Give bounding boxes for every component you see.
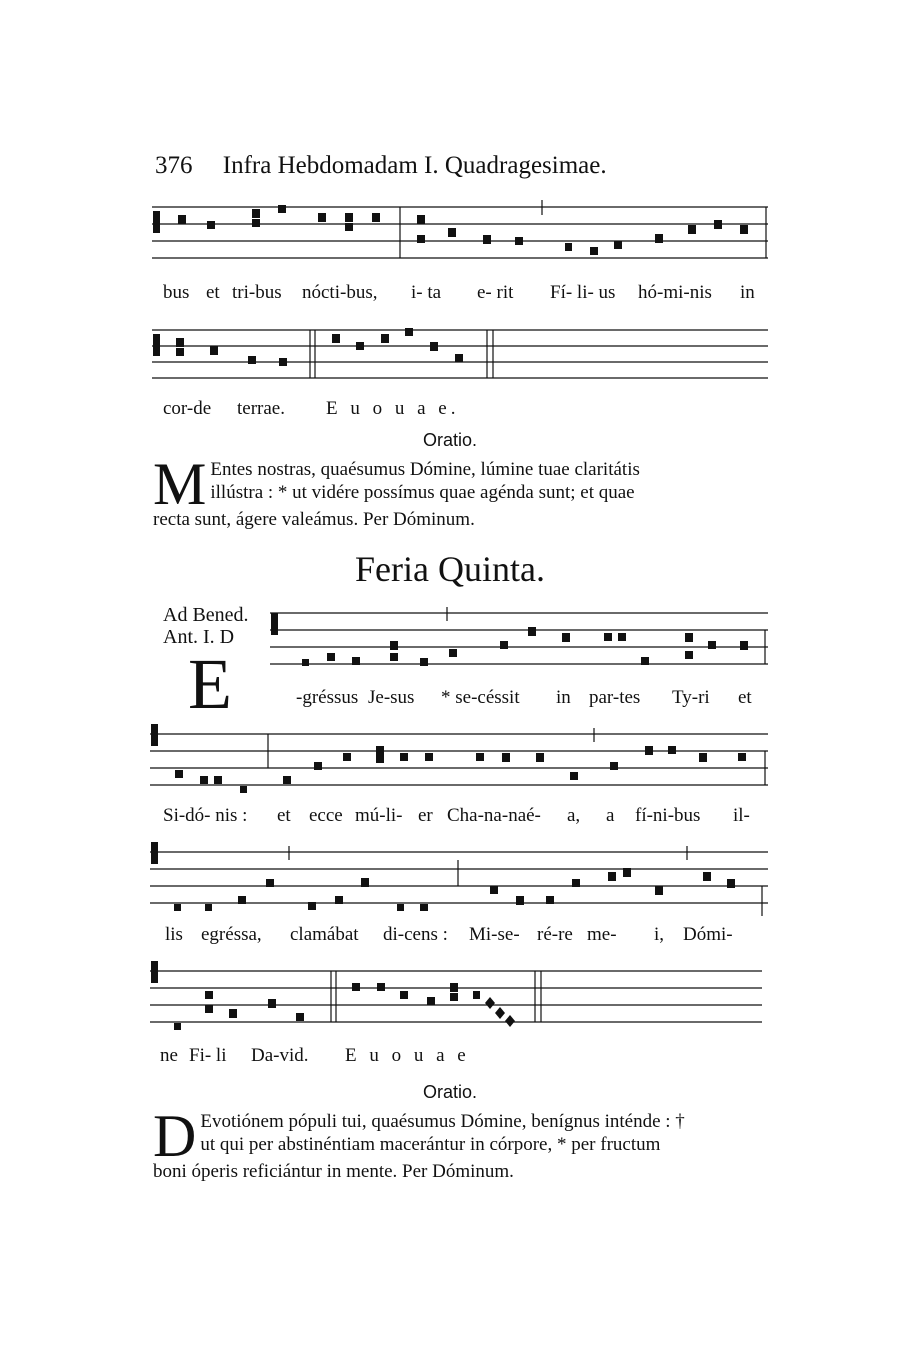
syllable: -gréssus [296, 687, 359, 708]
euouae: E u o u a e. [326, 398, 460, 419]
syllable: Mi-se- [469, 924, 520, 945]
syllable: * se-céssit [441, 687, 520, 708]
prayer-line: illústra : * ut vidére possímus quae agénda sunt; et quae [210, 482, 635, 503]
syllable: et [206, 282, 220, 303]
chant1-line1 [0, 282, 900, 306]
syllable: terrae. [237, 398, 285, 419]
syllable: cor-de [163, 398, 212, 419]
chant2-line2 [0, 805, 900, 829]
chant-staff-5 [0, 838, 900, 918]
syllable: il- [733, 805, 750, 826]
syllable: clamábat [290, 924, 359, 945]
syllable: Si-dó- nis : [163, 805, 248, 826]
syllable: i- ta [411, 282, 442, 303]
chant2-line4 [0, 1045, 900, 1069]
chant1-line2 [0, 398, 900, 422]
syllable: ecce [309, 805, 343, 826]
syllable: lis [165, 924, 183, 945]
syllable: i, [654, 924, 665, 945]
antiphon-label-line: Ant. I. D [163, 626, 235, 648]
chant2-line3 [0, 924, 900, 948]
drop-cap: M [153, 451, 207, 517]
syllable: e- rit [477, 282, 514, 303]
prayer-line: Evotiónem pópuli tui, quaésumus Dómine, benígnus inténde : † [200, 1111, 685, 1132]
prayer-line: recta sunt, ágere valeámus. Per Dóminum. [153, 509, 475, 530]
antiphon-label-line: Ad Bened. [163, 604, 249, 626]
drop-cap: D [153, 1103, 197, 1169]
chant-staff-1 [0, 195, 900, 275]
syllable: Fi- li [189, 1045, 227, 1066]
feria-title: Feria Quinta. [355, 549, 545, 589]
syllable: Cha-na-naé- [447, 805, 541, 826]
syllable: egréssa, [201, 924, 262, 945]
syllable: et [738, 687, 752, 708]
syllable: mú-li- [355, 805, 403, 826]
oratio-title: Oratio. [422, 1082, 478, 1102]
prayer-line: ut qui per abstinéntiam macerántur in córpore, * per fructum [200, 1134, 661, 1155]
syllable: Ty-ri [672, 687, 710, 708]
syllable: ne [160, 1045, 178, 1066]
syllable: er [418, 805, 433, 826]
prayer-line: boni óperis reficiántur in mente. Per Dóminum. [153, 1161, 514, 1182]
syllable: et [277, 805, 291, 826]
syllable: di-cens : [383, 924, 448, 945]
prayer-line: Entes nostras, quaésumus Dómine, lúmine tuae claritátis [210, 459, 640, 480]
syllable: in [740, 282, 755, 303]
syllable: a, [567, 805, 581, 826]
oratio-prayer-2 [153, 1103, 765, 1183]
syllable: tri-bus [232, 282, 282, 303]
syllable: bus [163, 282, 190, 303]
syllable: Fí- li- us [550, 282, 616, 303]
oratio-title: Oratio. [422, 430, 478, 450]
syllable: a [606, 805, 615, 826]
chant2-line1 [0, 687, 900, 711]
page-header [155, 152, 607, 180]
antiphon-initial: E [188, 644, 232, 724]
chant-staff-6 [0, 957, 900, 1033]
chant-staff-3 [0, 603, 900, 675]
syllable: hó-mi-nis [638, 282, 712, 303]
syllable: par-tes [589, 687, 641, 708]
euouae: E u o u a e [345, 1045, 470, 1066]
syllable: in [556, 687, 571, 708]
syllable: Da-vid. [251, 1045, 309, 1066]
syllable: ré-re [537, 924, 573, 945]
oratio-prayer-1 [153, 451, 765, 531]
syllable: me- [587, 924, 617, 945]
syllable: fí-ni-bus [635, 805, 701, 826]
running-title: Infra Hebdomadam I. Quadragesimae. [222, 152, 607, 179]
syllable: nócti-bus, [302, 282, 378, 303]
syllable: Dómi- [683, 924, 733, 945]
page-number: 376 [155, 152, 193, 179]
chant-staff-2 [0, 318, 900, 388]
syllable: Je-sus [368, 687, 415, 708]
chant-staff-4 [0, 720, 900, 796]
